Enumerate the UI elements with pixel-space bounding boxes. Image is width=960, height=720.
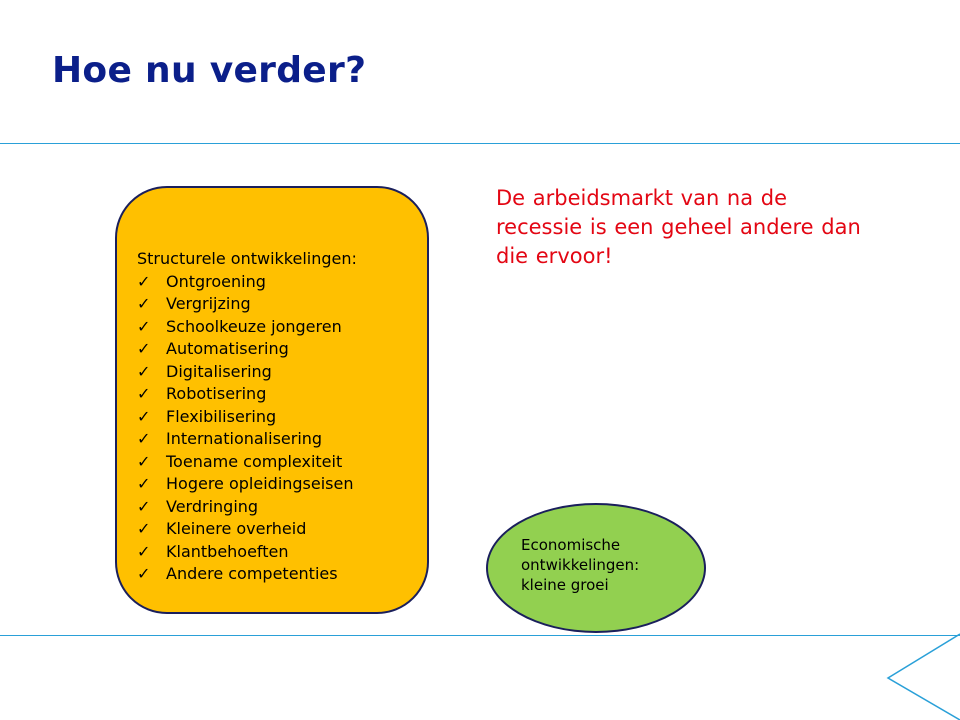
slide-title: Hoe nu verder? [52, 50, 367, 91]
structural-item [137, 338, 357, 361]
check-icon: ✓ [137, 271, 151, 291]
structural-item [137, 563, 357, 586]
structural-item-label: Flexibilisering [166, 406, 277, 426]
check-icon: ✓ [137, 339, 151, 358]
check-icon: ✓ [137, 406, 151, 426]
check-icon: ✓ [137, 429, 151, 448]
structural-item [137, 293, 357, 316]
top-divider [0, 143, 960, 144]
structural-developments-heading: Structurele ontwikkelingen: [137, 249, 357, 268]
structural-item [137, 451, 357, 474]
structural-developments-list [137, 271, 357, 586]
structural-item-label: Ontgroening [166, 271, 266, 291]
structural-item [137, 428, 357, 451]
structural-developments-content [137, 248, 357, 586]
structural-item [137, 496, 357, 519]
bottom-divider [0, 635, 960, 636]
structural-item-label: Automatisering [166, 339, 289, 358]
structural-developments-box [115, 186, 429, 614]
structural-item-label: Toename complexiteit [166, 451, 343, 471]
structural-item [137, 271, 357, 294]
structural-item [137, 383, 357, 406]
structural-item-label: Vergrijzing [166, 294, 251, 313]
structural-item [137, 473, 357, 496]
structural-item [137, 361, 357, 384]
structural-item-label: Internationalisering [166, 429, 323, 448]
structural-item-label: Hogere opleidingseisen [166, 474, 354, 493]
structural-item-label: Klantbehoeften [166, 541, 289, 561]
structural-item [137, 518, 357, 541]
structural-item-label: Schoolkeuze jongeren [166, 316, 342, 336]
structural-item-label: Verdringing [166, 496, 259, 516]
check-icon: ✓ [137, 474, 151, 493]
structural-item-label: Robotisering [166, 384, 267, 403]
check-icon: ✓ [137, 541, 151, 561]
economic-developments-text: Economische ontwikkelingen: kleine groei [521, 536, 640, 594]
structural-item [137, 406, 357, 429]
check-icon: ✓ [137, 361, 151, 381]
structural-item-label: Andere competenties [166, 564, 338, 583]
check-icon: ✓ [137, 496, 151, 516]
check-icon: ✓ [137, 384, 151, 403]
check-icon: ✓ [137, 316, 151, 336]
structural-item [137, 316, 357, 339]
structural-item-label: Kleinere overheid [166, 519, 307, 538]
check-icon: ✓ [137, 451, 151, 471]
chevron-outline-icon [880, 630, 960, 720]
structural-item [137, 541, 357, 564]
economic-developments-ellipse [486, 503, 706, 633]
check-icon: ✓ [137, 564, 151, 583]
check-icon: ✓ [137, 519, 151, 538]
labor-market-statement: De arbeidsmarkt van na de recessie is een geheel andere dan die ervoor! [496, 186, 861, 268]
check-icon: ✓ [137, 294, 151, 313]
structural-item-label: Digitalisering [166, 361, 272, 381]
